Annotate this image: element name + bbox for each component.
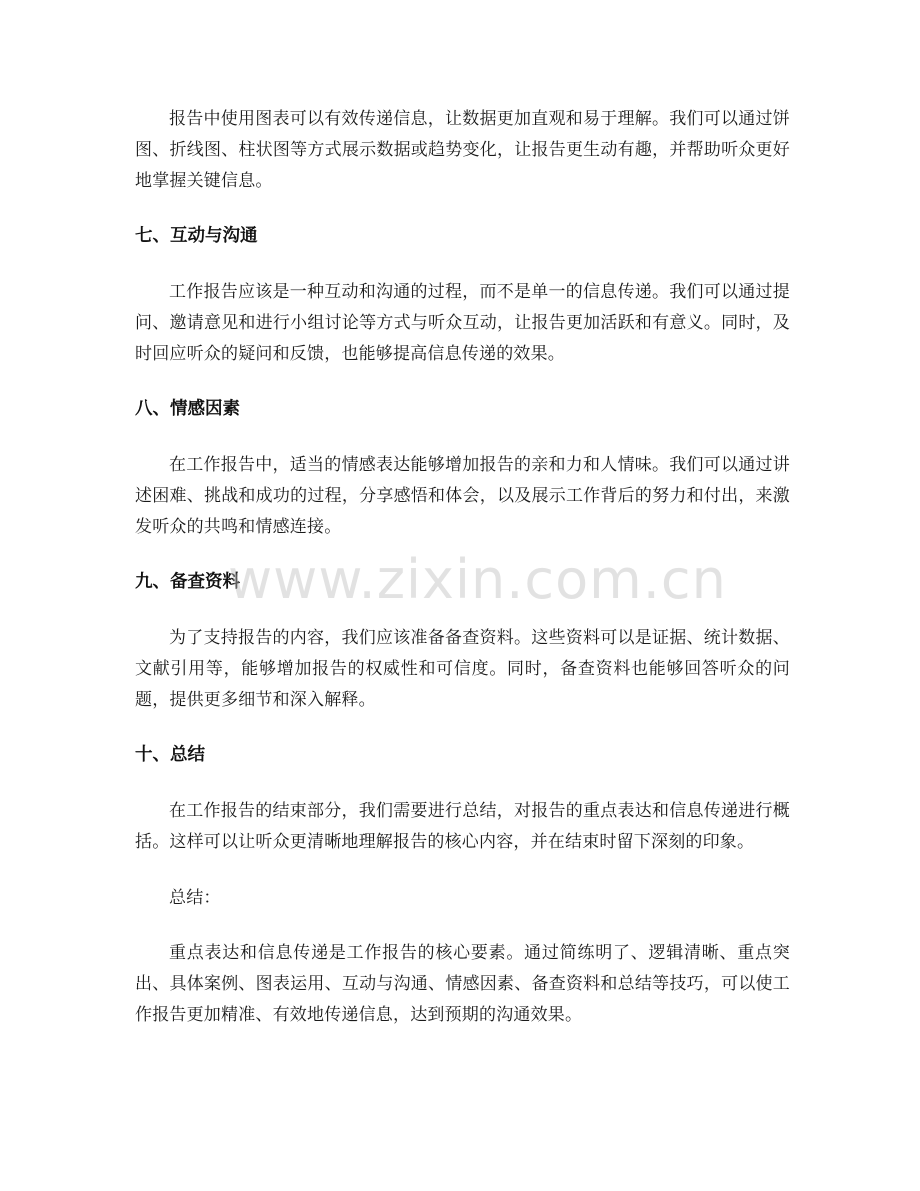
document-body [135,104,790,1056]
paragraph-interaction: 工作报告应该是一种互动和沟通的过程，而不是单一的信息传递。我们可以通过提问、邀请意见和进行小组讨论等方式与听众互动，让报告更加活跃和有意义。同时，及时回应听众的疑问和反馈，也能够提高信息传递的效果。 [135,282,790,364]
watermark: www.zixin.com.cn [228,548,727,611]
paragraph-summary-intro: 在工作报告的结束部分，我们需要进行总结，对报告的重点表达和信息传递进行概括。这样可以让听众更清晰地理解报告的核心内容，并在结束时留下深刻的印象。 [135,801,790,852]
heading-interaction: 七、互动与沟通 [135,226,258,246]
heading-reference: 九、备查资料 [135,572,240,592]
heading-summary: 十、总结 [135,745,205,765]
paragraph-reference: 为了支持报告的内容，我们应该准备备查资料。这些资料可以是证据、统计数据、文献引用等，能够增加报告的权威性和可信度。同时，备查资料也能够回答听众的问题，提供更多细节和深入解释。 [135,628,790,710]
paragraph-emotion: 在工作报告中，适当的情感表达能够增加报告的亲和力和人情味。我们可以通过讲述困难、挑战和成功的过程，分享感悟和体会，以及展示工作背后的努力和付出，来激发听众的共鸣和情感连接。 [135,455,790,537]
heading-emotion: 八、情感因素 [135,399,240,419]
paragraph-summary-conclusion: 重点表达和信息传递是工作报告的核心要素。通过简练明了、逻辑清晰、重点突出、具体案例、图表运用、互动与沟通、情感因素、备查资料和总结等技巧，可以使工作报告更加精准、有效地传递信息，达到预期的沟通效果。 [135,943,790,1025]
paragraph-chart-usage: 报告中使用图表可以有效传递信息，让数据更加直观和易于理解。我们可以通过饼图、折线图、柱状图等方式展示数据或趋势变化，让报告更生动有趣，并帮助听众更好地掌握关键信息。 [135,109,790,191]
paragraph-summary-label: 总结： [169,888,221,908]
